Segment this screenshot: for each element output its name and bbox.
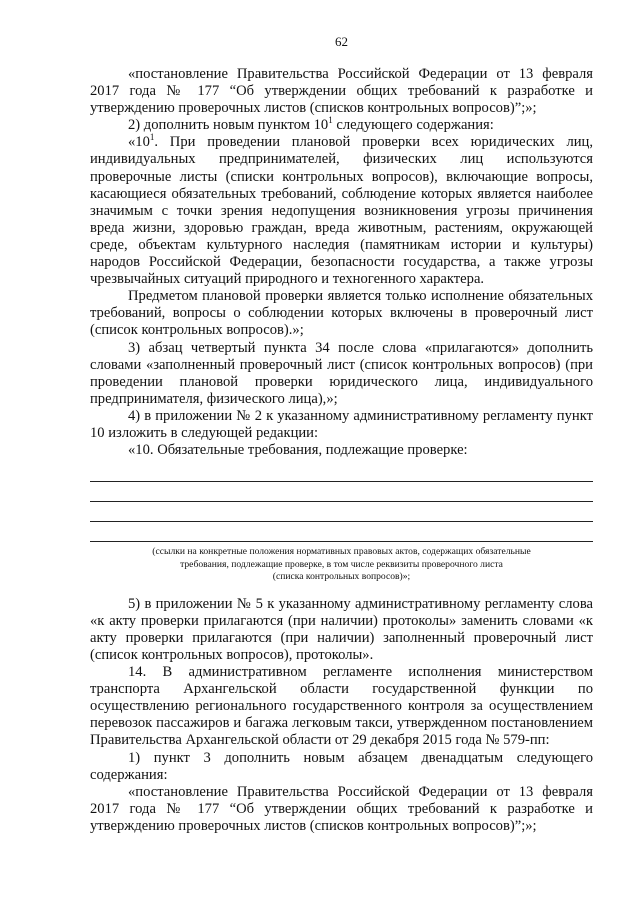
blank-line bbox=[90, 525, 593, 542]
paragraph-item-1: 1) пункт 3 дополнить новым абзацем двенадцатым следующего содержания: bbox=[90, 749, 593, 783]
paragraph-subject-of-inspection: Предметом плановой проверки является только исполнение обязательных требований, вопросы о соблюдении которых включены в проверочный лист (список контрольных вопросов).»; bbox=[90, 288, 593, 339]
paragraph-item-3: 3) абзац четвертый пункта 34 после слова «прилагаются» дополнить словами «заполненный проверочный лист (список контрольных вопросов) (при проведении плановой проверки юридического лица, индивидуального предпринимателя, физического лица),»; bbox=[90, 339, 593, 407]
paragraph-quote-decree-2: «постановление Правительства Российской Федерации от 13 февраля 2017 года № 177 “Об утверждении общих требований к разработке и утверждению проверочных листов (списков контрольных вопросов)”;»; bbox=[90, 783, 593, 834]
footnote-line: (списка контрольных вопросов)»; bbox=[272, 571, 411, 583]
paragraph-item-4: 4) в приложении № 2 к указанному административному регламенту пункт 10 изложить в следующей редакции: bbox=[90, 407, 593, 441]
superscript: 1 bbox=[149, 132, 155, 143]
blank-fill-lines bbox=[90, 465, 593, 542]
blank-line bbox=[90, 505, 593, 522]
document-page bbox=[90, 34, 593, 835]
paragraph-section-14: 14. В административном регламенте исполнения министерством транспорта Архангельской области государственной функции по осуществлению регионального государственного контроля за осуществлением перевозок пассажиров и багажа легковым такси, утвержденном постановлением Правительства Архангельской области от 29 декабря 2015 года № 579-пп: bbox=[90, 664, 593, 749]
superscript: 1 bbox=[328, 115, 333, 126]
paragraph-point-10: «10. Обязательные требования, подлежащие проверке: bbox=[128, 442, 468, 459]
footnote-line: (ссылки на конкретные положения нормативных правовых актов, содержащих обязательные bbox=[152, 546, 531, 558]
paragraph-item-2: 2) дополнить новым пунктом $10^1$ следующего содержания: bbox=[128, 115, 494, 134]
paragraph-point-10-1: «$10^1$. При проведении плановой проверки всех юридических лиц, индивидуальных предпринимателей, физических лиц используются проверочные листы (списки контрольных вопросов), включающие вопросы, касающиеся обязательных требований, соблюдение которых является наиболее значимым с точки зрения недопущения возникновения угрозы причинения вреда жизни, здоровью граждан, вреда животным, растениям, окружающей среде, объектам культурного наследия (памятникам истории и культуры) народов Российской Федерации, безопасности государства, а также угрозы чрезвычайных ситуаций природного и техногенного характера. bbox=[90, 132, 593, 288]
blank-line bbox=[90, 485, 593, 502]
footnote-line: требования, подлежащие проверке, в том числе реквизиты проверочного листа bbox=[180, 558, 503, 570]
paragraph-quote-decree: «постановление Правительства Российской Федерации от 13 февраля 2017 года № 177 “Об утверждении общих требований к разработке и утверждению проверочных листов (списков контрольных вопросов)”;»; bbox=[90, 66, 593, 117]
page-number: 62 bbox=[335, 34, 348, 49]
blank-line bbox=[90, 465, 593, 482]
paragraph-item-5: 5) в приложении № 5 к указанному административному регламенту слова «к акту проверки прилагаются (при наличии) протоколы» заменить словами «к акту проверки прилагаются (при наличии) заполненный проверочный лист (список контрольных вопросов), протоколы». bbox=[90, 595, 593, 663]
footnote-caption bbox=[90, 546, 593, 584]
